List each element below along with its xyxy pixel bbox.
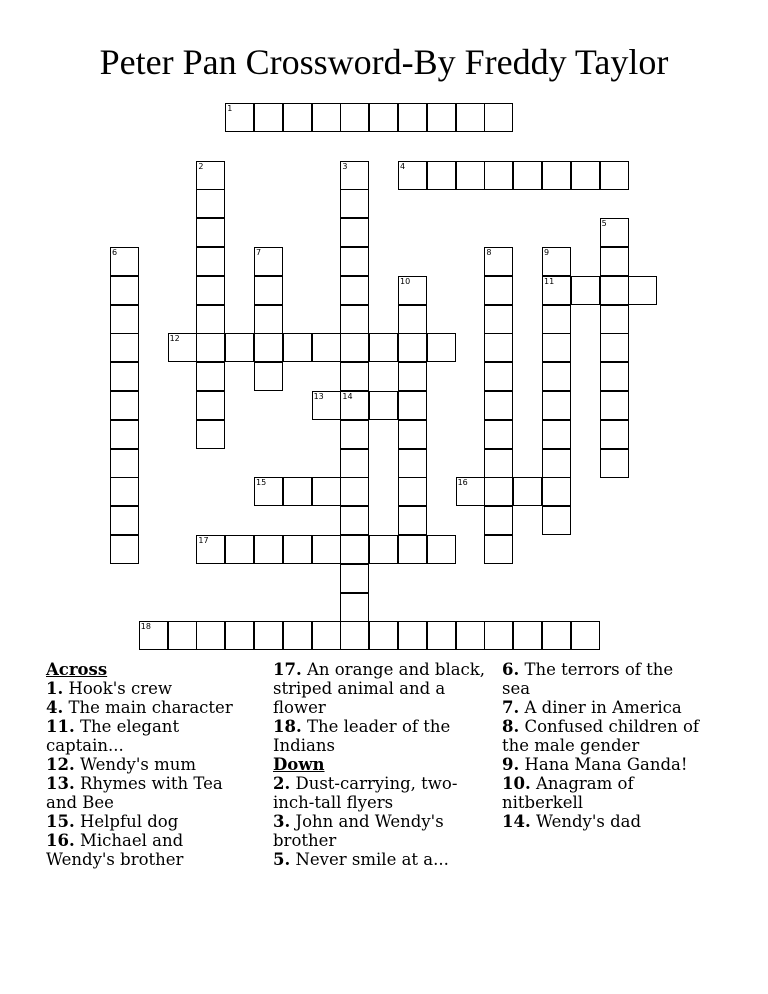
clue-number: 14. — [502, 812, 531, 831]
grid-cell[interactable] — [398, 449, 427, 478]
clue-number: 3. — [273, 812, 291, 831]
grid-cell[interactable] — [571, 276, 600, 305]
grid-cell[interactable] — [340, 218, 369, 247]
clue — [273, 717, 488, 755]
grid-cell[interactable] — [283, 103, 312, 132]
grid-cell[interactable] — [369, 391, 398, 420]
grid-cell[interactable] — [110, 420, 139, 449]
grid-cell[interactable] — [340, 535, 369, 564]
clue — [273, 660, 488, 717]
grid-cell[interactable] — [542, 420, 571, 449]
grid-cell[interactable] — [427, 621, 456, 650]
clue-text: Hook's crew — [63, 679, 172, 698]
clue — [502, 717, 702, 755]
grid-cell[interactable] — [398, 535, 427, 564]
grid-cell[interactable] — [484, 621, 513, 650]
grid-cell[interactable] — [340, 420, 369, 449]
grid-cell[interactable] — [312, 333, 341, 362]
grid-cell[interactable] — [542, 391, 571, 420]
grid-cell[interactable] — [225, 535, 254, 564]
grid-cell[interactable] — [340, 477, 369, 506]
grid-cell[interactable] — [571, 621, 600, 650]
grid-cell[interactable] — [456, 103, 485, 132]
grid-cell[interactable] — [398, 362, 427, 391]
clue-text: A diner in America — [519, 698, 682, 717]
grid-cell[interactable] — [110, 276, 139, 305]
grid-cell[interactable] — [340, 305, 369, 334]
grid-cell[interactable] — [542, 161, 571, 190]
clue-number: 10. — [502, 774, 531, 793]
clue-number: 6. — [502, 660, 520, 679]
grid-cell[interactable] — [225, 621, 254, 650]
clue-number-label: 8 — [486, 248, 492, 257]
grid-cell[interactable] — [196, 189, 225, 218]
grid-cell[interactable] — [600, 276, 629, 305]
grid-cell[interactable] — [283, 333, 312, 362]
clue-text: The terrors of the sea — [502, 660, 674, 698]
clue-text: Never smile at a... — [290, 850, 449, 869]
clue-text: The elegant captain... — [46, 717, 180, 755]
clue-column-2 — [273, 660, 488, 869]
clue-number: 11. — [46, 717, 75, 736]
clue-number-label: 6 — [112, 248, 118, 257]
grid-cell[interactable] — [398, 305, 427, 334]
clue — [502, 698, 702, 717]
clue — [502, 755, 702, 774]
clue — [46, 755, 246, 774]
down-heading: Down — [273, 755, 325, 774]
clue — [502, 774, 702, 812]
page-title: Peter Pan Crossword-By Freddy Taylor — [99, 42, 669, 82]
clue-number: 4. — [46, 698, 64, 717]
grid-cell[interactable] — [312, 535, 341, 564]
clue — [46, 717, 246, 755]
clue-text: Anagram of nitberkell — [502, 774, 634, 812]
grid-cell[interactable] — [484, 362, 513, 391]
clue-number-label: 7 — [256, 248, 262, 257]
grid-cell[interactable] — [254, 362, 283, 391]
clue-text: Dust-carrying, two-inch-tall flyers — [273, 774, 458, 812]
grid-cell[interactable] — [484, 276, 513, 305]
grid-cell[interactable] — [427, 103, 456, 132]
grid-cell[interactable] — [427, 535, 456, 564]
clue-number-label: 3 — [342, 161, 348, 171]
grid-cell[interactable] — [427, 333, 456, 362]
clue-number-label: 14 — [342, 392, 353, 401]
grid-cell[interactable] — [398, 621, 427, 650]
grid-cell[interactable] — [369, 535, 398, 564]
grid-cell[interactable] — [369, 333, 398, 362]
clue — [46, 831, 246, 869]
grid-cell[interactable] — [340, 247, 369, 276]
grid-cell[interactable] — [600, 247, 629, 276]
grid-cell[interactable] — [283, 477, 312, 506]
clue-number-label: 2 — [198, 161, 204, 171]
grid-cell[interactable] — [398, 103, 427, 132]
clue-number: 13. — [46, 774, 75, 793]
grid-cell[interactable] — [369, 103, 398, 132]
grid-cell[interactable] — [168, 621, 197, 650]
clue-text: Hana Mana Ganda! — [519, 755, 688, 774]
grid-cell[interactable] — [110, 391, 139, 420]
grid-cell[interactable] — [600, 362, 629, 391]
grid-cell[interactable] — [340, 189, 369, 218]
grid-cell[interactable] — [110, 362, 139, 391]
across-heading: Across — [46, 660, 108, 679]
clue-text: Rhymes with Tea and Bee — [46, 774, 223, 812]
grid-cell[interactable] — [398, 420, 427, 449]
grid-cell[interactable] — [110, 535, 139, 564]
clue — [502, 660, 702, 698]
grid-cell[interactable] — [600, 333, 629, 362]
clue-text: John and Wendy's brother — [273, 812, 444, 850]
clue — [46, 812, 246, 831]
grid-cell[interactable] — [484, 391, 513, 420]
grid-cell[interactable] — [196, 333, 225, 362]
clue-number: 15. — [46, 812, 75, 831]
grid-cell[interactable] — [110, 333, 139, 362]
grid-cell[interactable] — [571, 161, 600, 190]
grid-cell[interactable] — [196, 420, 225, 449]
grid-cell[interactable] — [484, 449, 513, 478]
clue-number-label: 9 — [544, 248, 550, 257]
grid-cell[interactable] — [513, 161, 542, 190]
grid-cell[interactable] — [110, 506, 139, 535]
clue-text: Helpful dog — [74, 812, 179, 831]
grid-cell[interactable] — [196, 247, 225, 276]
grid-cell[interactable] — [312, 477, 341, 506]
grid-cell[interactable] — [542, 506, 571, 535]
clue-number-label: 10 — [400, 276, 411, 286]
grid-cell[interactable] — [110, 477, 139, 506]
grid-cell[interactable] — [254, 621, 283, 650]
grid-cell[interactable] — [196, 621, 225, 650]
clue-number-label: 4 — [400, 161, 406, 171]
clue — [46, 679, 246, 698]
grid-cell[interactable] — [542, 477, 571, 506]
clue-number: 12. — [46, 755, 75, 774]
clue — [273, 774, 488, 812]
grid-cell[interactable] — [254, 333, 283, 362]
grid-cell[interactable] — [196, 362, 225, 391]
grid-cell[interactable] — [542, 305, 571, 334]
clue-number: 5. — [273, 850, 291, 869]
grid-cell[interactable] — [196, 305, 225, 334]
grid-cell[interactable] — [398, 506, 427, 535]
grid-cell[interactable] — [484, 477, 513, 506]
grid-cell[interactable] — [398, 333, 427, 362]
grid-cell[interactable] — [600, 161, 629, 190]
clue-number: 9. — [502, 755, 520, 774]
grid-cell[interactable] — [254, 535, 283, 564]
clue-text: The main character — [63, 698, 233, 717]
grid-cell[interactable] — [340, 593, 369, 622]
grid-cell[interactable] — [542, 621, 571, 650]
grid-cell[interactable] — [398, 477, 427, 506]
clue-number-label: 12 — [169, 334, 180, 344]
clue-number-label: 17 — [198, 536, 209, 545]
grid-cell[interactable] — [542, 449, 571, 478]
grid-cell[interactable] — [340, 333, 369, 362]
clue — [46, 774, 246, 812]
clue-text: The leader of the Indians — [273, 717, 451, 755]
clue-number: 1. — [46, 679, 64, 698]
clue-number-label: 16 — [457, 478, 468, 488]
clue-number-label: 18 — [140, 622, 151, 632]
grid-cell[interactable] — [484, 420, 513, 449]
grid-cell[interactable] — [542, 333, 571, 362]
clue-text: Michael and Wendy's brother — [46, 831, 184, 869]
clue — [46, 698, 246, 717]
grid-cell[interactable] — [484, 305, 513, 334]
grid-cell[interactable] — [340, 564, 369, 593]
grid-cell[interactable] — [427, 161, 456, 190]
grid-cell[interactable] — [340, 362, 369, 391]
clue-number: 18. — [273, 717, 302, 736]
grid-cell[interactable] — [600, 305, 629, 334]
grid-cell[interactable] — [484, 333, 513, 362]
grid-cell[interactable] — [340, 506, 369, 535]
clue-number: 2. — [273, 774, 291, 793]
clue-text: Wendy's mum — [74, 755, 197, 774]
grid-cell[interactable] — [283, 621, 312, 650]
grid-cell[interactable] — [283, 535, 312, 564]
grid-cell[interactable] — [628, 276, 657, 305]
grid-cell[interactable] — [484, 506, 513, 535]
clue-number-label: 1 — [227, 104, 233, 113]
grid-cell[interactable] — [340, 621, 369, 650]
clue-text: Confused children of the male gender — [502, 717, 699, 755]
clue-number: 8. — [502, 717, 520, 736]
clue-number-label: 5 — [601, 219, 607, 229]
clue-number-label: 13 — [313, 392, 324, 401]
grid-cell[interactable] — [542, 362, 571, 391]
grid-cell[interactable] — [225, 333, 254, 362]
grid-cell[interactable] — [398, 391, 427, 420]
grid-cell[interactable] — [254, 305, 283, 334]
grid-cell[interactable] — [196, 391, 225, 420]
grid-cell[interactable] — [484, 535, 513, 564]
grid-cell[interactable] — [254, 103, 283, 132]
clue — [273, 812, 488, 850]
grid-cell[interactable] — [484, 103, 513, 132]
grid-cell[interactable] — [196, 276, 225, 305]
grid-cell[interactable] — [110, 305, 139, 334]
grid-cell[interactable] — [196, 218, 225, 247]
grid-cell[interactable] — [340, 276, 369, 305]
grid-cell[interactable] — [600, 391, 629, 420]
grid-cell[interactable] — [110, 449, 139, 478]
clue-number-label: 11 — [544, 276, 555, 286]
grid-cell[interactable] — [456, 621, 485, 650]
clue-number: 16. — [46, 831, 75, 850]
grid-cell[interactable] — [456, 161, 485, 190]
clue-text: Wendy's dad — [530, 812, 642, 831]
grid-cell[interactable] — [312, 621, 341, 650]
clue-column-3 — [502, 660, 702, 831]
grid-cell[interactable] — [600, 449, 629, 478]
clue-number: 17. — [273, 660, 302, 679]
grid-cell[interactable] — [312, 103, 341, 132]
clue-column-1 — [46, 660, 246, 869]
grid-cell[interactable] — [340, 449, 369, 478]
clue — [273, 850, 488, 869]
clue-number: 7. — [502, 698, 520, 717]
grid-cell[interactable] — [369, 621, 398, 650]
grid-cell[interactable] — [484, 161, 513, 190]
grid-cell[interactable] — [513, 477, 542, 506]
grid-cell[interactable] — [340, 103, 369, 132]
grid-cell[interactable] — [600, 420, 629, 449]
grid-cell[interactable] — [513, 621, 542, 650]
grid-cell[interactable] — [254, 276, 283, 305]
clue-number-label: 15 — [256, 478, 267, 488]
clue-text: An orange and black, striped animal and a flower — [273, 660, 486, 717]
clue — [502, 812, 702, 831]
